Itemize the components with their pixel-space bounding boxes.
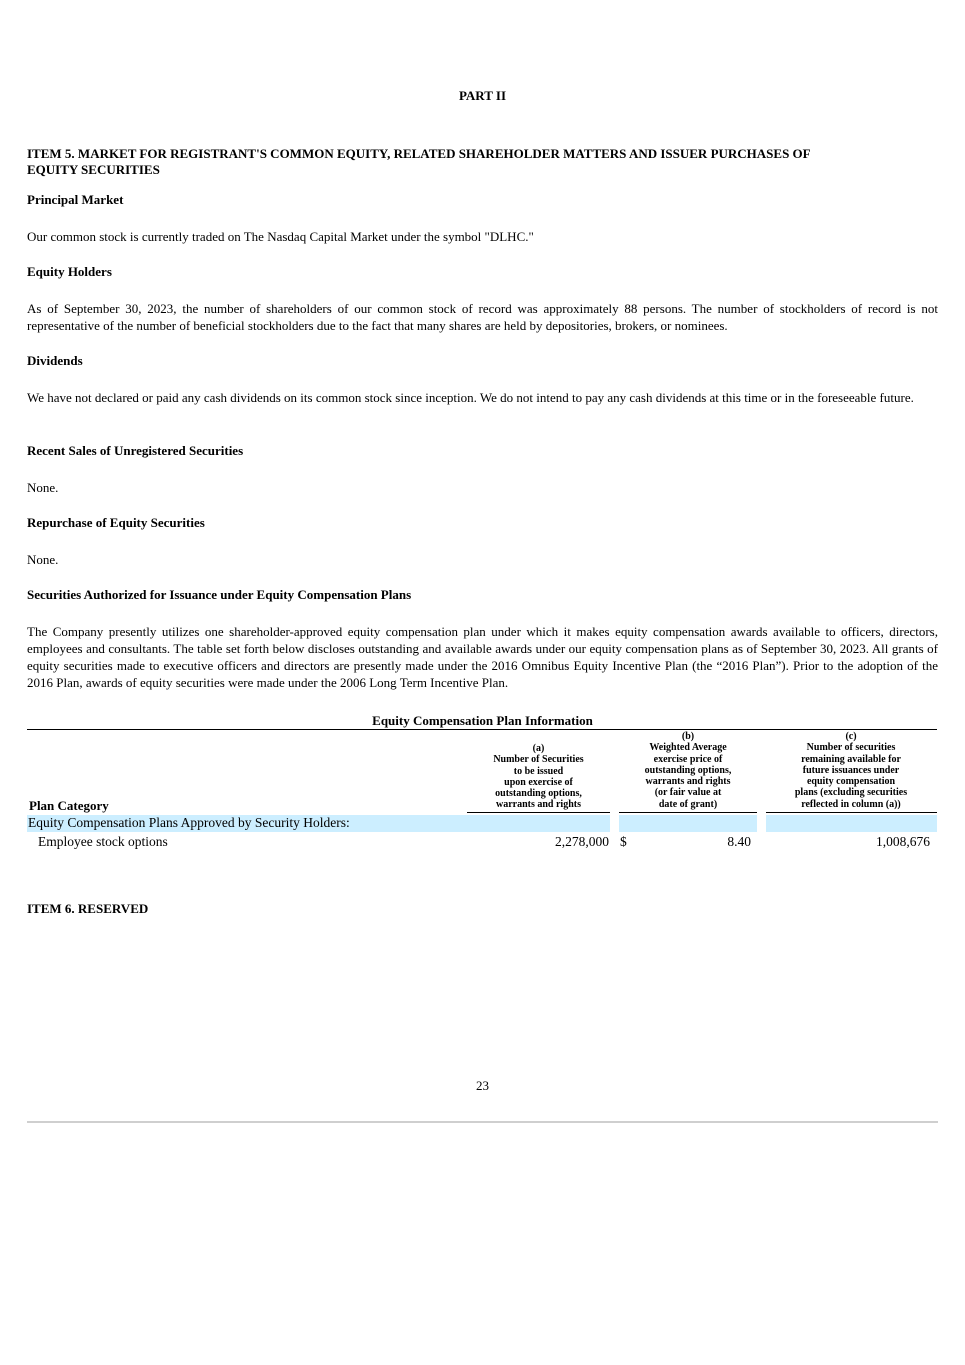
equity-holders-heading: Equity Holders bbox=[27, 264, 112, 279]
row-col-b-currency: $ bbox=[620, 834, 627, 849]
row-col-c-value: 1,008,676 bbox=[876, 834, 930, 849]
row-col-b-value: 8.40 bbox=[727, 834, 751, 849]
item5-heading-line2: EQUITY SECURITIES bbox=[27, 162, 160, 177]
column-c-header: (c) Number of securities remaining available for future issuances under equity compensation plans (excluding securities reflected in column (a)) bbox=[794, 731, 908, 810]
recent-sales-heading: Recent Sales of Unregistered Securities bbox=[27, 443, 244, 458]
item5-heading-line1: ITEM 5. MARKET FOR REGISTRANT'S COMMON EQUITY, RELATED SHAREHOLDER MATTERS AND ISSUER PURCHASES OF bbox=[27, 146, 811, 161]
part-title: PART II bbox=[458, 88, 507, 103]
row-col-a-value: 2,278,000 bbox=[555, 834, 609, 849]
dividends-text: We have not declared or paid any cash dividends on its common stock since inception. We do not intend to pay any cash dividends at this time or in the foreseeable future. bbox=[27, 390, 914, 405]
table-top-rule bbox=[27, 729, 937, 730]
recent-sales-text: None. bbox=[27, 480, 59, 495]
page-number: 23 bbox=[476, 1078, 489, 1093]
row-label: Employee stock options bbox=[38, 834, 168, 849]
dividends-heading: Dividends bbox=[27, 353, 83, 368]
column-c-underline bbox=[766, 812, 937, 813]
section-row-label: Equity Compensation Plans Approved by Security Holders: bbox=[28, 815, 350, 830]
principal-market-text: Our common stock is currently traded on The Nasdaq Capital Market under the symbol "DLHC." bbox=[27, 229, 534, 244]
column-a-underline bbox=[467, 812, 610, 813]
repurchase-heading: Repurchase of Equity Securities bbox=[27, 515, 205, 530]
item6-heading: ITEM 6. RESERVED bbox=[27, 901, 149, 916]
table-title: Equity Compensation Plan Information bbox=[372, 713, 593, 728]
column-a-header: (a) Number of Securities to be issued upon exercise of outstanding options, warrants and rights bbox=[493, 743, 584, 811]
equity-holders-text: As of September 30, 2023, the number of shareholders of our common stock of record was approximately 88 persons. The number of stockholders of record is not representative of the number of beneficial stockholders due to the fact that many shares are held by depositories, brokers, or nominees. bbox=[27, 301, 938, 333]
securities-authorized-heading: Securities Authorized for Issuance under Equity Compensation Plans bbox=[27, 587, 412, 602]
column-b-underline bbox=[619, 812, 757, 813]
plan-category-header: Plan Category bbox=[29, 798, 109, 813]
page-bottom-rule bbox=[27, 1121, 938, 1123]
principal-market-heading: Principal Market bbox=[27, 192, 124, 207]
securities-authorized-text: The Company presently utilizes one shareholder-approved equity compensation plan under which it makes equity compensation awards available to officers, directors, employees and consultants. The table set forth below discloses outstanding and available awards under our equity compensation plans as of September 30, 2023. All grants of equity securities made to executive officers and directors are presently made under the 2016 Omnibus Equity Incentive Plan (the “2016 Plan”). Prior to the adoption of the 2016 Plan, awards of equity securities were made under the 2006 Long Term Incentive Plan. bbox=[27, 624, 938, 690]
repurchase-text: None. bbox=[27, 552, 59, 567]
item5-heading bbox=[27, 146, 938, 178]
column-b-header: (b) Weighted Average exercise price of outstanding options, warrants and rights (or fair value at date of grant) bbox=[644, 731, 732, 810]
